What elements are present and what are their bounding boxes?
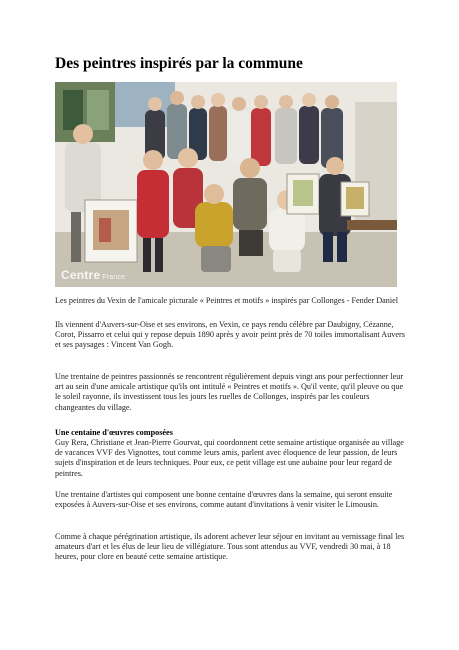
photo-watermark-sub: France [102, 274, 126, 281]
group-photo-illustration [55, 82, 397, 287]
section-subheading: Une centaine d'œuvres composées [55, 428, 173, 437]
paragraph-4: Une trentaine d'artistes qui composent une bonne centaine d'œuvres dans la semaine, qui seront ensuite exposées à Auvers-sur-Oise et ses environs, comme autant d'invitations à venir visiter le Limousin. [55, 490, 393, 510]
article-title: Des peintres inspirés par la commune [55, 55, 303, 72]
paragraph-3: Guy Rera, Christiane et Jean-Pierre Gourvat, qui coordonnent cette semaine artistique organisée au village de vacances VVF des Vignottes, tout comme leurs amis, parlent avec éloquence de leur passion, de leurs sujets d'inspiration et de leurs techniques. Pour eux, ce petit village est une aubaine pour leur regard de peintres. [55, 438, 404, 478]
paragraph-1: Ils viennent d'Auvers-sur-Oise et ses environs, en Vexin, ce pays rendu célèbre par Daubigny, Cézanne, Corot, Pissarro et celui qui y repose depuis 1890 après y avoir peint près de 70 toiles immortalisant Auvers et ses paysages : Vincent Van Gogh. [55, 320, 405, 350]
photo-watermark-logo: Centre [61, 268, 101, 282]
photo-caption: Les peintres du Vexin de l'amicale picturale « Peintres et motifs » inspirés par Collonges - Fender Daniel [55, 296, 399, 305]
paragraph-2: Une trentaine de peintres passionnés se rencontrent régulièrement depuis vingt ans pour perfectionner leur art au sein d'une amicale artistique qu'ils ont intitulé « Peintres et motifs ». Qu'il vente, qu'il pleuve ou que le soleil rayonne, ils investissent tous les jours les ruelles de Collonges, inspirés par les couleurs changeantes du village. [55, 372, 404, 412]
paragraph-5: Comme à chaque pérégrination artistique, ils adorent achever leur séjour en invitant au vernissage final les amateurs d'art et les élus de leur lieu de villégiature. Tous sont attendus au VVF, vendredi 30 mai, à 18 heures, pour clore en beauté cette semaine artistique. [55, 532, 405, 562]
photo-watermark [61, 268, 125, 282]
group-photo [55, 82, 397, 287]
